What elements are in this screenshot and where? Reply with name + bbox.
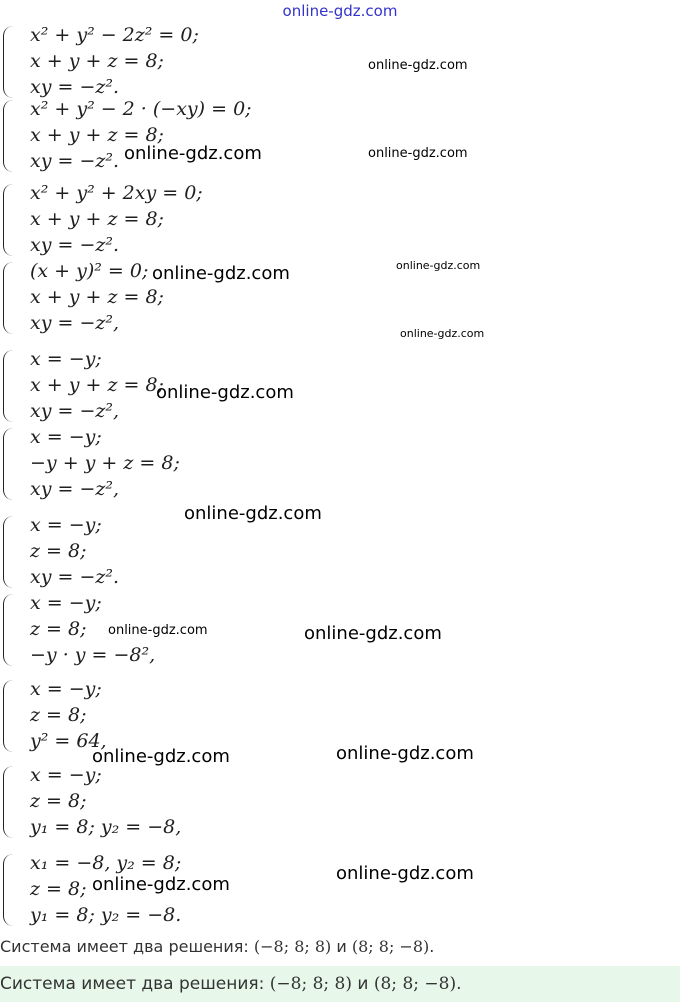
equation-line: x + y + z = 8; (30, 124, 164, 146)
answer-conj: и (331, 937, 352, 956)
watermark-top: online-gdz.com (282, 2, 398, 20)
equation-line: x = −y; (30, 592, 102, 614)
equation-line: x = −y; (30, 348, 102, 370)
watermark-text: online-gdz.com (368, 58, 468, 73)
equation-line: −y + y + z = 8; (30, 452, 180, 474)
watermark-text: online-gdz.com (400, 327, 485, 340)
equation-line: x² + y² − 2z² = 0; (30, 24, 199, 46)
watermark-text: online-gdz.com (396, 259, 481, 272)
equation-line: x = −y; (30, 514, 102, 536)
answer-solution-1: (−8; 8; 8) (253, 937, 332, 956)
left-brace (3, 262, 16, 334)
left-brace (3, 26, 16, 98)
watermark-text: online-gdz.com (336, 743, 474, 764)
left-brace (3, 594, 16, 666)
equation-line: z = 8; (30, 540, 87, 562)
equation-line: xy = −z², (30, 400, 120, 422)
equation-line: z = 8; (30, 704, 87, 726)
equation-line: x + y + z = 8; (30, 50, 164, 72)
equation-line: x² + y² + 2xy = 0; (30, 182, 203, 204)
answer-solution-2: (8; 8; −8) (351, 937, 430, 956)
left-brace (3, 350, 16, 422)
equation-line: y₁ = 8; y₂ = −8. (30, 904, 182, 926)
watermark-text: online-gdz.com (152, 263, 290, 284)
equation-line: y² = 64, (30, 730, 107, 752)
watermark-text: online-gdz.com (336, 863, 474, 884)
answer-end: . (429, 937, 435, 956)
left-brace (3, 428, 16, 500)
equation-line: z = 8; (30, 618, 87, 640)
watermark-text: online-gdz.com (304, 623, 442, 644)
watermark-text: online-gdz.com (368, 146, 468, 161)
equation-line: z = 8; (30, 878, 87, 900)
answer-highlight-box (0, 966, 680, 1002)
left-brace (3, 680, 16, 752)
equation-line: xy = −z², (30, 312, 120, 334)
equation-line: (x + y)² = 0; (30, 260, 149, 282)
answer-box-prefix: Система имеет два решения: (0, 974, 270, 994)
left-brace (3, 516, 16, 588)
equation-line: x = −y; (30, 678, 102, 700)
equation-line: xy = −z². (30, 76, 120, 98)
left-brace (3, 184, 16, 256)
equation-line: xy = −z², (30, 478, 120, 500)
answer-box-solution-2: (8; 8; −8) (373, 974, 457, 994)
left-brace (3, 854, 16, 926)
equation-line: x₁ = −8, y₂ = 8; (30, 852, 182, 874)
equation-line: x + y + z = 8; (30, 374, 164, 396)
left-brace (3, 766, 16, 838)
left-brace (3, 100, 16, 172)
watermark-text: online-gdz.com (124, 143, 262, 164)
answer-box-solution-1: (−8; 8; 8) (269, 974, 352, 994)
equation-line: x² + y² − 2 · (−xy) = 0; (30, 98, 252, 120)
equation-line: x + y + z = 8; (30, 286, 164, 308)
answer-prefix: Система имеет два решения: (0, 937, 254, 956)
answer-box-end: . (456, 974, 462, 994)
equation-line: xy = −z². (30, 234, 120, 256)
equation-line: x + y + z = 8; (30, 208, 164, 230)
equation-line: z = 8; (30, 790, 87, 812)
equation-line: x = −y; (30, 426, 102, 448)
watermark-text: online-gdz.com (92, 874, 230, 895)
answer-line (0, 934, 680, 960)
watermark-text: online-gdz.com (108, 623, 208, 638)
equation-line: y₁ = 8; y₂ = −8, (30, 816, 182, 838)
equation-line: −y · y = −8², (30, 644, 156, 666)
equation-line: xy = −z². (30, 566, 120, 588)
watermark-text: online-gdz.com (184, 503, 322, 524)
watermark-text: online-gdz.com (156, 382, 294, 403)
equation-line: x = −y; (30, 764, 102, 786)
watermark-text: online-gdz.com (92, 746, 230, 767)
equation-line: xy = −z². (30, 150, 120, 172)
answer-box-conj: и (352, 974, 374, 994)
